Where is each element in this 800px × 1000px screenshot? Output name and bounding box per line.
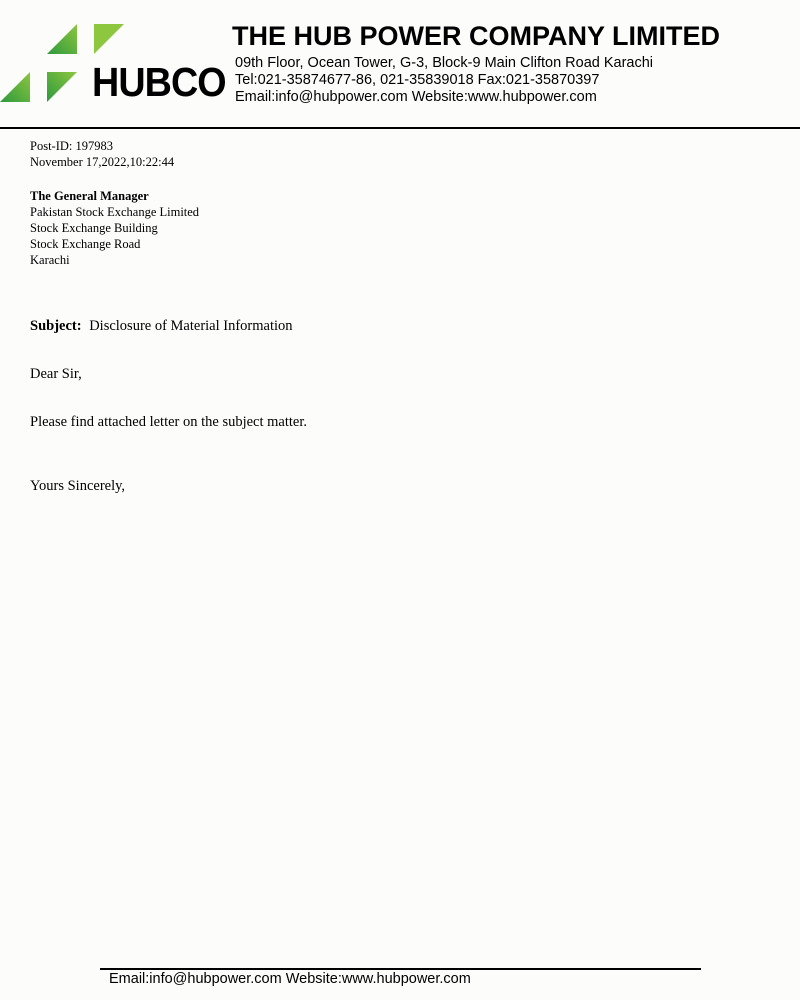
subject-line xyxy=(30,318,293,335)
letter-body: Please find attached letter on the subject matter. xyxy=(30,414,308,430)
company-name: THE HUB POWER COMPANY LIMITED xyxy=(232,21,721,51)
recipient-line-3: Stock Exchange Road xyxy=(30,237,141,251)
logo-wordmark: HUBCO xyxy=(92,59,226,105)
footer-contact: Email:info@hubpower.com Website:www.hubpower.com xyxy=(109,971,471,987)
company-address: 09th Floor, Ocean Tower, G-3, Block-9 Main Clifton Road Karachi xyxy=(235,55,654,71)
recipient-title: The General Manager xyxy=(30,189,149,203)
post-meta xyxy=(30,138,174,170)
closing: Yours Sincerely, xyxy=(30,478,126,494)
salutation: Dear Sir, xyxy=(30,366,82,382)
subject-label: Subject: xyxy=(30,318,82,334)
recipient-line-1: Pakistan Stock Exchange Limited xyxy=(30,205,200,219)
letterhead xyxy=(0,0,800,128)
company-email-website: Email:info@hubpower.com Website:www.hubpower.com xyxy=(235,89,597,105)
post-id: Post-ID: 197983 xyxy=(30,139,113,153)
post-datetime: November 17,2022,10:22:44 xyxy=(30,155,175,169)
company-phone-fax: Tel:021-35874677-86, 021-35839018 Fax:021-35870397 xyxy=(235,72,600,88)
header-divider xyxy=(0,127,800,129)
footer-divider xyxy=(100,968,701,970)
recipient-block xyxy=(30,188,199,268)
subject-text: Disclosure of Material Information xyxy=(89,318,293,334)
recipient-line-4: Karachi xyxy=(30,253,70,267)
recipient-line-2: Stock Exchange Building xyxy=(30,221,158,235)
